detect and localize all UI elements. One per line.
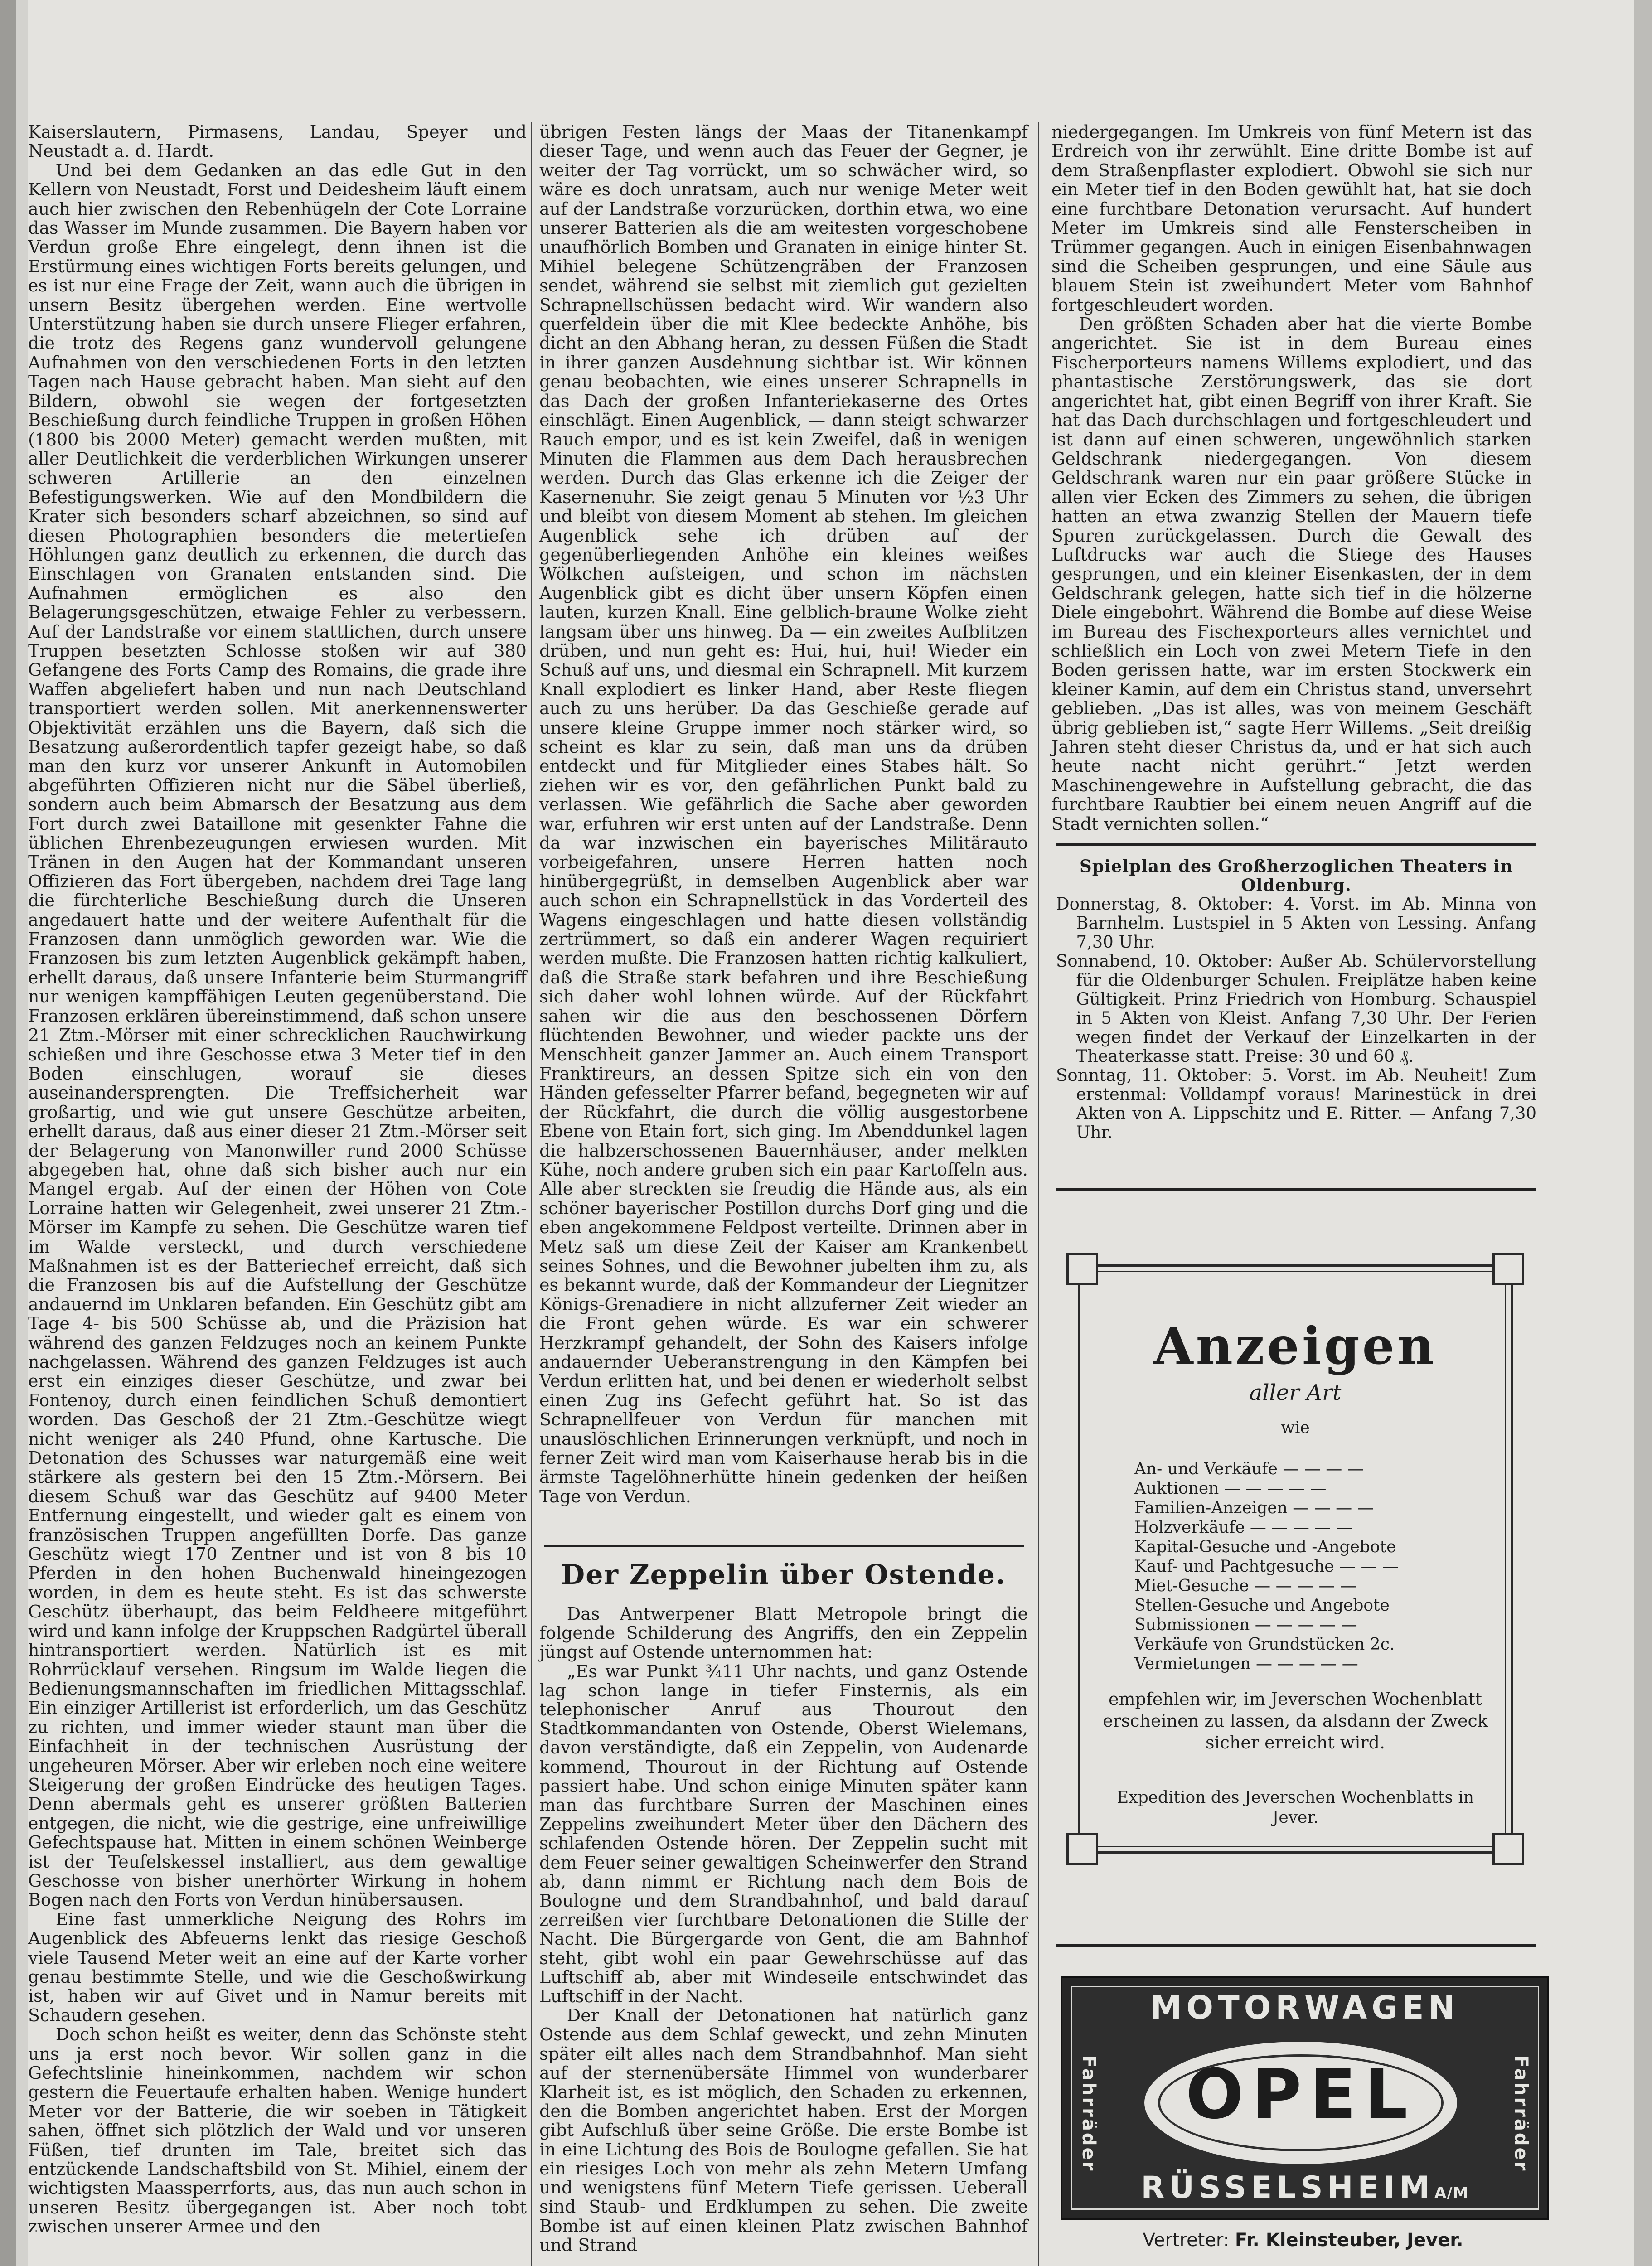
list-item: Verkäufe von Grundstücken 2c. bbox=[1134, 1635, 1395, 1654]
column-rule bbox=[1038, 122, 1039, 2266]
list-item: Kapital-Gesuche und -Angebote bbox=[1134, 1538, 1396, 1556]
list-item: Miet-Gesuche — — — — — bbox=[1134, 1577, 1356, 1595]
theatre-entry: Donnerstag, 8. Oktober: 4. Vorst. im Ab. Minna von Barnhelm. Lustspiel in 5 Akten von Lessing. Anfang 7,30 Uhr. bbox=[1056, 894, 1536, 952]
corner-ornament bbox=[1492, 1833, 1524, 1865]
paragraph: Kaiserslautern, Pirmasens, Landau, Speyer und Neustadt a. d. Hardt. bbox=[28, 122, 527, 161]
corner-ornament bbox=[1492, 1253, 1524, 1285]
corner-ornament bbox=[1066, 1833, 1098, 1865]
list-item: Familien-Anzeigen — — — — bbox=[1134, 1499, 1374, 1517]
article-column-1 bbox=[28, 122, 527, 2237]
list-item: An- und Verkäufe — — — — bbox=[1134, 1460, 1364, 1478]
column-rule bbox=[531, 122, 532, 2266]
list-item: Submissionen — — — — — bbox=[1134, 1616, 1357, 1634]
ad-wie: wie bbox=[1281, 1419, 1310, 1437]
binding-edge bbox=[16, 0, 28, 2266]
article-column-3 bbox=[1051, 122, 1532, 833]
binding-shadow bbox=[0, 0, 16, 2266]
section-divider bbox=[1056, 843, 1536, 846]
opel-frame bbox=[1071, 1986, 1539, 2210]
paragraph: Und bei dem Gedanken an das edle Gut in den Kellern von Neustadt, Forst und Deidesheim läuft einem auch hier zwischen den Rebenhügeln der Cote Lorraine das Wasser im Munde zusammen. Die Bayern haben vor Verdun große Ehre eingelegt, denn ihnen ist die Erstürmung eines wichtigen Forts bereits gelungen, und es ist nur eine Frage der Zeit, wann auch die übrigen in unsern Besitz übergehen werden. Eine wertvolle Unterstützung haben sie durch unsere Flieger erfahren, die trotz des Regens ganz wundervoll gelungene Aufnahmen von den verschiedenen Forts in den letzten Tagen nach Hause gebracht haben. Man sieht auf den Bildern, obwohl sie wegen der fortgesetzten Beschießung durch feindliche Truppen in großen Höhen (1800 bis 2000 Meter) gemacht werden mußten, mit aller Deutlichkeit die verderblichen Wirkungen unserer schweren Artillerie an den einzelnen Befestigungswerken. Wie auf den Mondbildern die Krater sich besonders scharf abzeichnen, so sind auf diesen Photographien besonders die metertiefen Höhlungen ganz deutlich zu erkennen, die durch das Einschlagen von Granaten entstanden sind. Die Aufnahmen ermöglichen es also den Belagerungsgeschützen, etwaige Fehler zu verbessern. Auf der Landstraße vor einem stattlichen, durch unsere Truppen besetzten Schlosse stoßen wir auf 380 Gefangene des Forts Camp des Romains, die grade ihre Waffen abgeliefert haben und nun nach Deutschland transportiert werden sollen. Mit anerkennenswerter Objektivität erzählen uns die Bayern, daß sich die Besatzung außerordentlich tapfer gezeigt habe, so daß man den kurz vor unserer Ankunft in Automobilen abgeführten Offizieren nicht nur die Säbel überließ, sondern auch beim Abmarsch der Besatzung aus dem Fort durch zwei Bataillone mit gesenkter Fahne die üblichen Ehrenbezeugungen erwiesen wurden. Mit Tränen in den Augen hat der Kommandant unseren Offizieren das Fort übergeben, nachdem drei Tage lang die fürchterliche Beschießung durch die Unseren angedauert hatte und der weitere Aufenthalt für die Franzosen dann unmöglich geworden war. Wie die Franzosen bis zum letzten Augenblick gekämpft haben, erhellt daraus, daß unsere Infanterie beim Sturmangriff nur wenigen kampffähigen Leuten gegenüberstand. Die Franzosen erklären übereinstimmend, daß schon unsere 21 Ztm.-Mörser mit einer schrecklichen Rauchwirkung schießen und ihre Geschosse etwa 3 Meter tief in den Boden einschlugen, worauf sie dieses auseinandersprengten. Die Treffsicherheit war großartig, und wie gut unsere Geschütze arbeiten, erhellt daraus, daß aus einer dieser 21 Ztm.-Mörser seit der Belagerung von Manonwiller rund 2000 Schüsse abgegeben hat, ohne daß sich bisher auch nur ein Mangel ergab. Auf der einen der Höhen von Cote Lorraine hatten wir Gelegenheit, zwei unserer 21 Ztm.-Mörser im Kampfe zu sehen. Die Geschütze waren tief im Walde versteckt, und durch verschiedene Maßnahmen ist es der Batteriechef erreicht, daß sich die Franzosen bis auf die Aufstellung der Geschütze andauernd im Unklaren befanden. Ein Geschütz gibt am Tage 4- bis 500 Schüsse ab, und die Präzision hat während des ganzen Feldzuges noch an keinem Punkte nachgelassen. Während des ganzen Feldzuges ist auch erst ein einziges dieser Geschütze, und zwar bei Fontenoy, durch einen feindlichen Schuß demontiert worden. Das Geschoß der 21 Ztm.-Geschütze wiegt nicht weniger als 240 Pfund, ohne Kartusche. Die Detonation des Schusses war naturgemäß eine weit stärkere als gestern bei den 15 Ztm.-Mörsern. Bei diesem Schuß war das Geschütz auf 9400 Meter Entfernung eingestellt, und wieder galt es einem von französischen Truppen angefüllten Dorfe. Das ganze Geschütz wiegt 170 Zentner und ist von 8 bis 10 Pferden in den hohen Buchenwald hineingezogen worden, in dem es heute steht. Es ist das schwerste Geschütz überhaupt, das beim Feldheere mitgeführt wird und kann infolge der Kruppschen Radgürtel überall hintransportiert werden. Natürlich ist es mit Rohrrücklauf versehen. Ringsum im Walde liegen die Bedienungsmannschaften im friedlichen Mittagsschlaf. Ein einziger Artillerist ist erforderlich, um das Geschütz zu richten, und immer wieder staunt man über die Einfachheit in der technischen Ausrüstung der ungeheuren Mörser. Aber wir erleben noch eine weitere Steigerung der großen Eindrücke des heutigen Tages. Denn abermals geht es unserer größten Batterien entgegen, die nicht, wie die gestrige, eine unfreiwillige Gefechtspause hat. Mitten in einem schönen Weinberge ist der Teufelskessel installiert, aus dem gewaltige Geschosse von bisher unerhörter Wirkung in hohem Bogen nach den Forts von Verdun hinübersausen. bbox=[28, 160, 527, 1910]
list-item: Vermietungen — — — — — bbox=[1134, 1655, 1358, 1673]
opel-city-suffix: A/M bbox=[1434, 2184, 1469, 2202]
list-item: Kauf- und Pachtgesuche — — — bbox=[1134, 1557, 1399, 1576]
ad-footer-text: empfehlen wir, im Jeverschen Wochenblatt erscheinen zu lassen, da alsdann der Zweck sicher erreicht wird. bbox=[1103, 1689, 1488, 1753]
section-divider bbox=[1056, 1944, 1536, 1947]
paragraph: niedergegangen. Im Umkreis von fünf Metern ist das Erdreich von ihr zerwühlt. Eine dritte Bombe ist auf dem Straßenpflaster explodiert. Obwohl sie sich nur ein Meter tief in den Boden gewühlt hat, hat sie doch eine furchtbare Detonation verursacht. Auf hundert Meter im Umkreis sind alle Fensterscheiben in Trümmer gegangen. Auch in einigen Eisenbahnwagen sind die Scheiben gesprungen, und eine Säule aus blauem Stein ist zweihundert Meter vom Bahnhof fortgeschleudert worden. bbox=[1051, 122, 1532, 315]
corner-ornament bbox=[1066, 1253, 1098, 1285]
list-item: Auktionen — — — — — bbox=[1134, 1479, 1327, 1498]
opel-left-text: Fahrräder bbox=[1078, 2055, 1099, 2173]
ad-category-list bbox=[1134, 1459, 1479, 1674]
opel-advertisement bbox=[1061, 1976, 1549, 2220]
theatre-title: Spielplan des Großherzoglichen Theaters in Oldenburg. bbox=[1079, 856, 1513, 895]
section-divider bbox=[544, 1545, 1024, 1547]
theatre-entry: Sonntag, 11. Oktober: 5. Vorst. im Ab. Neuheit! Zum erstenmal: Volldampf voraus! Marinestück in drei Akten von A. Lippschitz und E. Ritter. — Anfang 7,30 Uhr. bbox=[1056, 1065, 1536, 1142]
ad-expedition: Expedition des Jeverschen Wochenblatts in Jever. bbox=[1116, 1788, 1474, 1827]
section-divider bbox=[1056, 1188, 1536, 1191]
ad-subtitle: aller Art bbox=[1249, 1380, 1342, 1405]
paragraph: übrigen Festen längs der Maas der Titanenkampf dieser Tage, und wenn auch das Feuer der Gegner, je weiter der Tag vorrückt, um so schwächer wird, so wäre es doch unratsam, auch nur wenige Meter weit auf der Landstraße vorzurücken, dorthin etwa, wo eine unserer Batterien als die am weitesten vorgeschobene unaufhörlich Bomben und Granaten in einige hinter St. Mihiel belegene Schützengräben der Franzosen sendet, während sie selbst mit ziemlich gut gezielten Schrapnellschüssen bedacht wird. Wir wandern also querfeldein über die mit Klee bedeckte Anhöhe, bis dicht an den Abhang heran, zu dessen Füßen die Stadt in ihrer ganzen Ausdehnung sichtbar ist. Wir können genau beobachten, wie eines unserer Schrapnells in das Dach der großen Infanteriekaserne des Ortes einschlägt. Einen Augenblick, — dann steigt schwarzer Rauch empor, und es ist kein Zweifel, daß in wenigen Minuten die Flammen aus dem Dach herausbrechen werden. Durch das Glas erkenne ich die Zeiger der Kasernenuhr. Sie zeigt genau 5 Minuten vor ½3 Uhr und bleibt von diesem Moment ab stehen. Im gleichen Augenblick sehe ich drüben auf der gegenüberliegenden Anhöhe ein kleines weißes Wölkchen aufsteigen, und schon im nächsten Augenblick gibt es dicht über unsern Köpfen einen lauten, kurzen Knall. Eine gelblich-braune Wolke zieht langsam über uns hinweg. Da — ein zweites Aufblitzen drüben, und nun geht es: Hui, hui, hui! Wieder ein Schuß auf uns, und diesmal ein Schrapnell. Mit kurzem Knall explodiert es linker Hand, aber Reste fliegen auch zu uns herüber. Da das Geschieße gerade auf unsere kleine Gruppe immer noch stärker wird, so scheint es klar zu sein, daß man uns da drüben entdeckt und für Mitglieder eines Stabes hält. So ziehen wir es vor, den gefährlichen Punkt bald zu verlassen. Wie gefährlich die Sache aber geworden war, erfuhren wir erst unten auf der Landstraße. Denn da war inzwischen ein bayerisches Militärauto vorbeigefahren, unsere Herren hatten noch hinübergegrüßt, in demselben Augenblick aber war auch schon ein Schrapnellstück in das Vorderteil des Wagens eingeschlagen und hatte diesen vollständig zertrümmert, so daß ein anderer Wagen requiriert werden mußte. Die Franzosen hatten richtig kalkuliert, daß die Straße stark befahren und ihre Beschießung sich daher wohl lohnen würde. Auf der Rückfahrt sahen wir die aus den beschossenen Dörfern flüchtenden Bewohner, und wieder packte uns der Menschheit ganzer Jammer an. Auch einem Transport Franktireurs, an dessen Spitze sich ein von den Händen gefesselter Pfarrer befand, begegneten wir auf der Rückfahrt, die durch die völlig ausgestorbene Ebene von Etain fort, sich ging. Im Abenddunkel lagen die halbzerschossenen Bauernhäuser, ander melkten Kühe, noch andere gruben sich ein paar Kartoffeln aus. Alle aber streckten sie freudig die Hände aus, als ein schöner bayerischer Postillon durchs Dorf ging und die eben angekommene Feldpost verteilte. Drinnen aber in Metz saß um diese Zeit der Kaiser am Krankenbett seines Sohnes, und die Bewohner jubelten ihm zu, als es bekannt wurde, daß der Kommandeur der Liegnitzer Königs-Grenadiere in nicht allzuferner Zeit wieder an die Front gehen würde. Es war ein schwerer Herzkrampf gehandelt, der Sohn des Kaisers infolge andauernder Ueberanstrengung in den Kämpfen bei Verdun erlitten hat, und bei denen er wiederholt selbst einen Zug ins Gefecht geführt hat. So ist das Schrapnellfeuer von Verdun für manchen mit unauslöschlichen Erinnerungen verknüpft, und noch in ferner Zeit wird man vom Kaiserhause herab bis in die ärmste Tagelöhnerhütte hinein gedenken der heißen Tage von Verdun. bbox=[539, 122, 1028, 1506]
paragraph: Eine fast unmerkliche Neigung des Rohrs im Augenblick des Abfeuerns lenkt das riesige Geschoß viele Tausend Meter weit an eine auf der Karte vorher genau bestimmte Stelle, und wie die Geschoßwirkung ist, haben wir auf Givet und in Namur bereits mit Schaudern gesehen. bbox=[28, 1909, 527, 2025]
theatre-entry: Sonnabend, 10. Oktober: Außer Ab. Schülervorstellung für die Oldenburger Schulen. Freiplätze haben keine Gültigkeit. Prinz Friedrich von Homburg. Schauspiel in 5 Akten von Kleist. Anfang 7,30 Uhr. Der Ferien wegen findet der Verkauf der Einzelkarten in der Theaterkasse statt. Preise: 30 und 60 ₰. bbox=[1056, 951, 1536, 1066]
article-column-2 bbox=[539, 122, 1028, 1506]
opel-right-text: Fahrräder bbox=[1511, 2055, 1531, 2173]
paragraph: Doch schon heißt es weiter, denn das Schönste steht uns ja erst noch bevor. Wir sollen ganz in die Gefechtslinie hineinkommen, nachdem wir schon gestern die Feuertaufe erhalten haben. Wenige hundert Meter vor der Batterie, die wir soeben in Tätigkeit sahen, öffnet sich plötzlich der Wald und vor unseren Füßen, tief drunten im Tale, breitet sich das entzückende Landschaftsbild von St. Mihiel, einem der wichtigsten Maassperrforts, aus, das nun auch schon in unseren Besitz übergegangen ist. Aber noch tobt zwischen unserer Armee und den bbox=[28, 2024, 527, 2237]
list-item: Holzverkäufe — — — — — bbox=[1134, 1518, 1352, 1537]
opel-bottom-text bbox=[1072, 2170, 1538, 2206]
vertreter-name: Fr. Kleinsteuber, Jever. bbox=[1235, 2230, 1463, 2251]
vertreter-label: Vertreter: bbox=[1143, 2230, 1230, 2251]
paragraph: Der Knall der Detonationen hat natürlich ganz Ostende aus dem Schlaf geweckt, und zehn Minuten später eilt alles nach dem Strandbahnhof. Man sieht auf der sternenübersäte Himmel von wunderbarer Klarheit ist, es ist möglich, den Schaden zu erkennen, den die Bomben angerichtet haben. Erst der Morgen gibt Aufschluß über seine Größe. Die erste Bombe ist in eine Lichtung des Bois de Boulogne gefallen. Sie hat ein riesiges Loch von mehr als zehn Metern Umfang und wenigstens fünf Metern Tiefe gerissen. Ueberall sind Staub- und Erdklumpen zu sehen. Die zweite Bombe ist auf einen kleinen Platz zwischen Bahnhof und Strand bbox=[539, 2005, 1028, 2255]
theatre-schedule bbox=[1056, 857, 1536, 1142]
opel-representative bbox=[1061, 2230, 1545, 2251]
page-edge bbox=[1634, 0, 1652, 2266]
article-headline: Der Zeppelin über Ostende. bbox=[561, 1559, 1006, 1591]
paragraph: Das Antwerpener Blatt Metropole bringt die folgende Schilderung des Angriffs, den ein Zeppelin jüngst auf Ostende unternommen hat: bbox=[539, 1604, 1028, 1662]
paragraph: Den größten Schaden aber hat die vierte Bombe angerichtet. Sie ist in dem Bureau eines Fischerporteurs namens Willems explodiert, und das phantastische Zerstörungswerk, das sie dort angerichtet hat, gibt einen Begriff von ihrer Kraft. Sie hat das Dach durchschlagen und fortgeschleudert und ist dann auf einen schweren, ungewöhnlich starken Geldschrank niedergegangen. Von diesem Geldschrank waren nur ein paar größere Stücke in allen vier Ecken des Zimmers zu sehen, die übrigen hatten an etwa zwanzig Stellen der Mauern tiefe Spuren zurückgelassen. Durch die Gewalt des Luftdrucks war auch die Stiege des Hauses gesprungen, und ein kleiner Eisenkasten, der in dem Geldschrank gelegen, hatte sich tief in die hölzerne Diele eingebohrt. Während die Bombe auf diese Weise im Bureau des Fischexporteurs alles vernichtet und schließlich ein Loch von zwei Metern Tiefe in den Boden gerissen hatte, war im ersten Stockwerk ein kleiner Kamin, auf dem ein Christus stand, unversehrt geblieben. „Das ist alles, was von meinem Geschäft übrig geblieben ist,“ sagte Herr Willems. „Seit dreißig Jahren steht dieser Christus da, und er hat sich auch heute nacht nicht gerührt.“ Jetzt werden Maschinengewehre in Aufstellung gebracht, die das furchtbare Raubtier bei einem neuen Angriff auf die Stadt vernichten sollen.“ bbox=[1051, 314, 1532, 834]
zeppelin-article bbox=[539, 1604, 1028, 2255]
opel-top-text: MOTORWAGEN bbox=[1150, 1989, 1460, 2026]
paragraph: „Es war Punkt ¾11 Uhr nachts, und ganz Ostende lag schon lange in tiefer Finsternis, als ein telephonischer Anruf aus Thourout den Stadtkommandanten von Ostende, Oberst Wielemans, davon verständigte, daß ein Zeppelin, von Audenarde kommend, Thourout in der Richtung auf Ostende passiert habe. Und schon einige Minuten später kann man das furchtbare Surren der Maschinen eines Zeppelins zweihundert Meter über den Dächern des schlafenden Ostende hören. Der Zeppelin sucht mit dem Feuer seiner gewaltigen Scheinwerfer den Strand ab, dann nimmt er Richtung nach dem Bois de Boulogne und dem Strandbahnhof, und bald darauf zerreißen vier furchtbare Detonationen die Stille der Nacht. Die Bürgergarde von Gent, die am Bahnhof steht, gibt wohl ein paar Gewehrschüsse auf das Luftschiff ab, aber mit Windeseile entschwindet das Luftschiff in der Nacht. bbox=[539, 1661, 1028, 2007]
list-item: Stellen-Gesuche und Angebote bbox=[1134, 1596, 1390, 1615]
classified-ad-box bbox=[1078, 1264, 1513, 1854]
opel-brand: OPEL bbox=[1186, 2055, 1416, 2134]
opel-city: RÜSSELSHEIM bbox=[1141, 2170, 1434, 2206]
ad-title: Anzeigen bbox=[1153, 1317, 1437, 1376]
